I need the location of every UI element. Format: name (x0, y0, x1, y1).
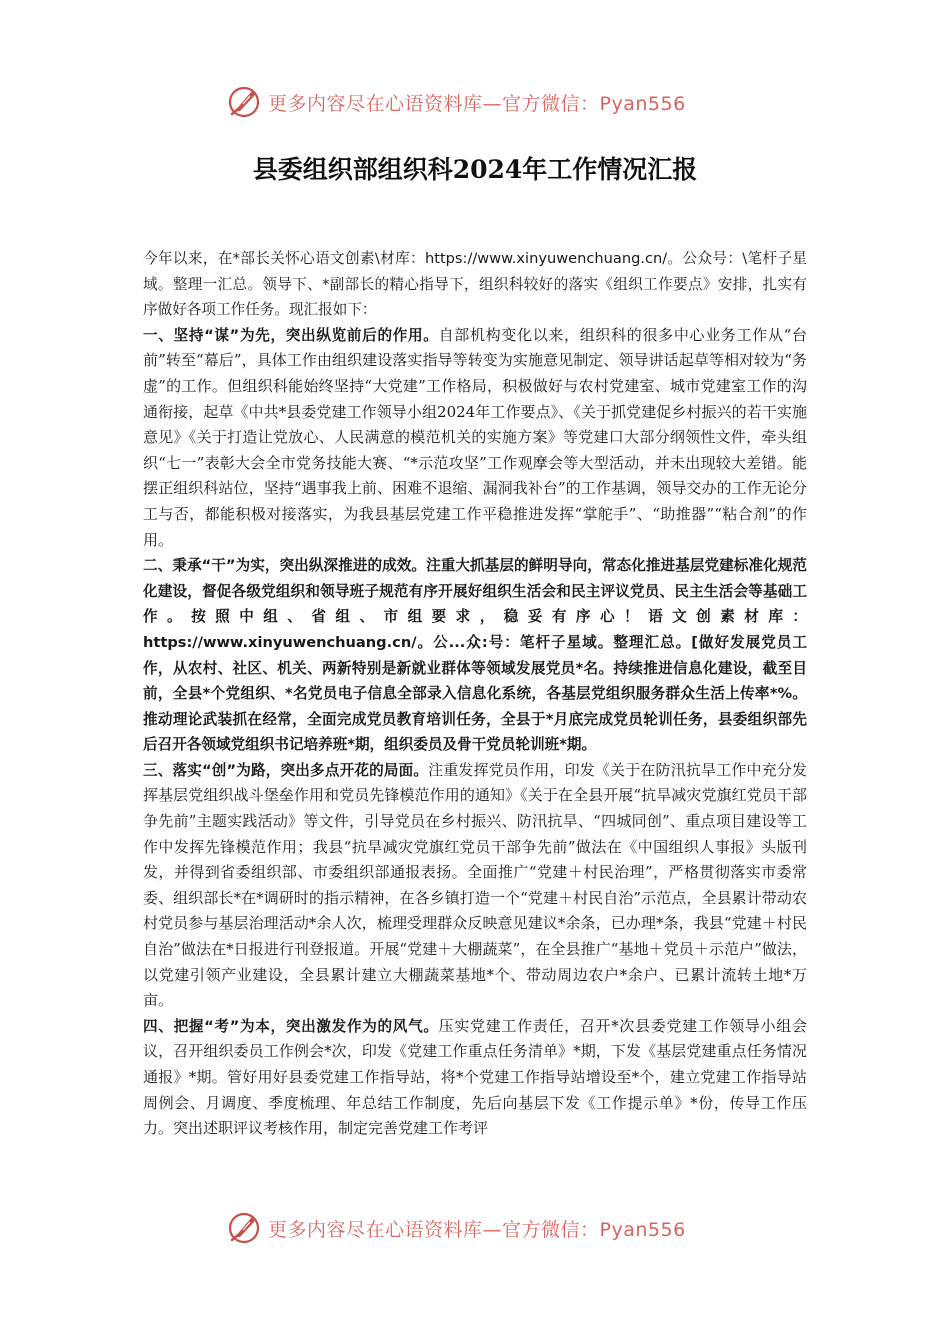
section-2 (143, 553, 807, 758)
quill-logo-icon (226, 84, 262, 120)
section-body: 注重发挥党员作用，印发《关于在防汛抗旱工作中充分发挥基层党组织战斗堡垒作用和党员先锋模范作用的通知》《关于在全县开展“抗旱减灾党旗红党员干部争先前”主题实践活动》等文件，引导党员在乡村振兴、防汛抗旱、“四城同创”、重点项目建设等工作中发挥先锋模范作用；我县“抗旱减灾党旗红党员干部争先前”做法在《中国组织人事报》头版刊发，并得到省委组织部、市委组织部通报表扬。全面推广“党建＋村民治理”，严格贯彻落实市委常委、组织部长*在*调研时的指示精神，在各乡镇打造一个“党建＋村民自治”示范点，全县累计带动农村党员参与基层治理活动*余人次，梳理受理群众反映意见建议*余条，已办理*条，我县“党建＋村民自治”做法在*日报进行刊登报道。开展“党建＋大棚蔬菜”，在全县推广“基地＋党员＋示范户”做法，以党建引领产业建设，全县累计建立大棚蔬菜基地*个、带动周边农户*余户、已累计流转土地*万亩。 (143, 760, 807, 1010)
section-4 (143, 1014, 807, 1142)
section-body: 自部机构变化以来，组织科的很多中心业务工作从“台前”转至“幕后”，具体工作由组织建设落实指导等转变为实施意见制定、领导讲话起草等相对较为“务虚”的工作。但组织科能始终坚持“大党建”工作格局，积极做好与农村党建室、城市党建室工作的沟通衔接，起草《中共*县委党建工作领导小组2024年工作要点》、《关于抓党建促乡村振兴的若干实施意见》《关于打造让党放心、人民满意的模范机关的实施方案》等党建口大部分纲领性文件，牵头组织“七一”表彰大会全市党务技能大赛、“*示范攻坚”工作观摩会等大型活动，并未出现较大差错。能摆正组织科站位，坚持“遇事我上前、困难不退缩、漏洞我补台”的工作基调，领导交办的工作无论分工与否，都能积极对接落实，为我县基层党建工作平稳推进发挥“掌舵手”、“助推器”“粘合剂”的作用。 (143, 325, 808, 549)
section-heading: 三、落实“创”为路，突出多点开花的局面。 (143, 761, 429, 779)
watermark-banner-top (226, 82, 746, 122)
document-title: 县委组织部组织科2024年工作情况汇报 (252, 155, 698, 184)
quill-logo-icon (226, 1210, 262, 1246)
intro-paragraph: 今年以来，在*部长关怀心语文创素\材库：https://www.xinyuwenchuang.cn/。公众号：\笔杆子星域。整理一汇总。领导下、*副部长的精心指导下，组织科较好的落实《组织工作要点》安排，扎实有序做好各项工作任务。现汇报如下： (143, 250, 807, 319)
section-body: 注重大抓基层的鲜明导向，常态化推进基层党建标准化规范化建设，督促各级党组织和领导班子规范有序开展好组织生活会和民主评议党员、民主生活会等基础工作。按照中组、省组、市组要求，稳妥有序心！语文创素材库：https://www.xinyuwenchuang.cn/。公...众:号：笔杆子星域。整理汇总。[做好发展党员工作，从农村、社区、机关、两新特别是新就业群体等领域发展党员*名。持续推进信息化建设，截至目前，全县*个党组织、*名党员电子信息全部录入信息化系统，各基层党组织服务群众生活上传率*%。推动理论武装抓在经常，全面完成党员教育培训任务，全县于*月底完成党员轮训任务，县委组织部先后召开各领域党组织书记培养班*期，组织委员及骨干党员轮训班*期。 (143, 557, 807, 754)
watermark-banner-bottom (226, 1208, 746, 1248)
section-3 (143, 758, 807, 1014)
section-heading: 一、坚持“谋”为先，突出纵览前后的作用。 (143, 326, 439, 344)
section-heading: 二、秉承“干”为实，突出纵深推进的成效。 (143, 557, 427, 575)
document-body (143, 246, 807, 1142)
watermark-text: 更多内容尽在心语资料库—官方微信：Pyan556 (268, 1218, 686, 1241)
section-body: 压实党建工作责任，召开*次县委党建工作领导小组会议，召开组织委员工作例会*次，印发《党建工作重点任务清单》*期，下发《基层党建重点任务情况通报》*期。管好用好县委党建工作指导站，将*个党建工作指导站增设至*个，建立党建工作指导站周例会、月调度、季度梳理、年总结工作制度，先后向基层下发《工作提示单》*份，传导工作压力。突出述职评议考核作用，制定完善党建工作考评 (143, 1016, 807, 1138)
watermark-text: 更多内容尽在心语资料库—官方微信：Pyan556 (268, 92, 686, 115)
section-1 (143, 323, 807, 553)
section-heading: 四、把握“考”为本，突出激发作为的风气。 (143, 1017, 439, 1035)
